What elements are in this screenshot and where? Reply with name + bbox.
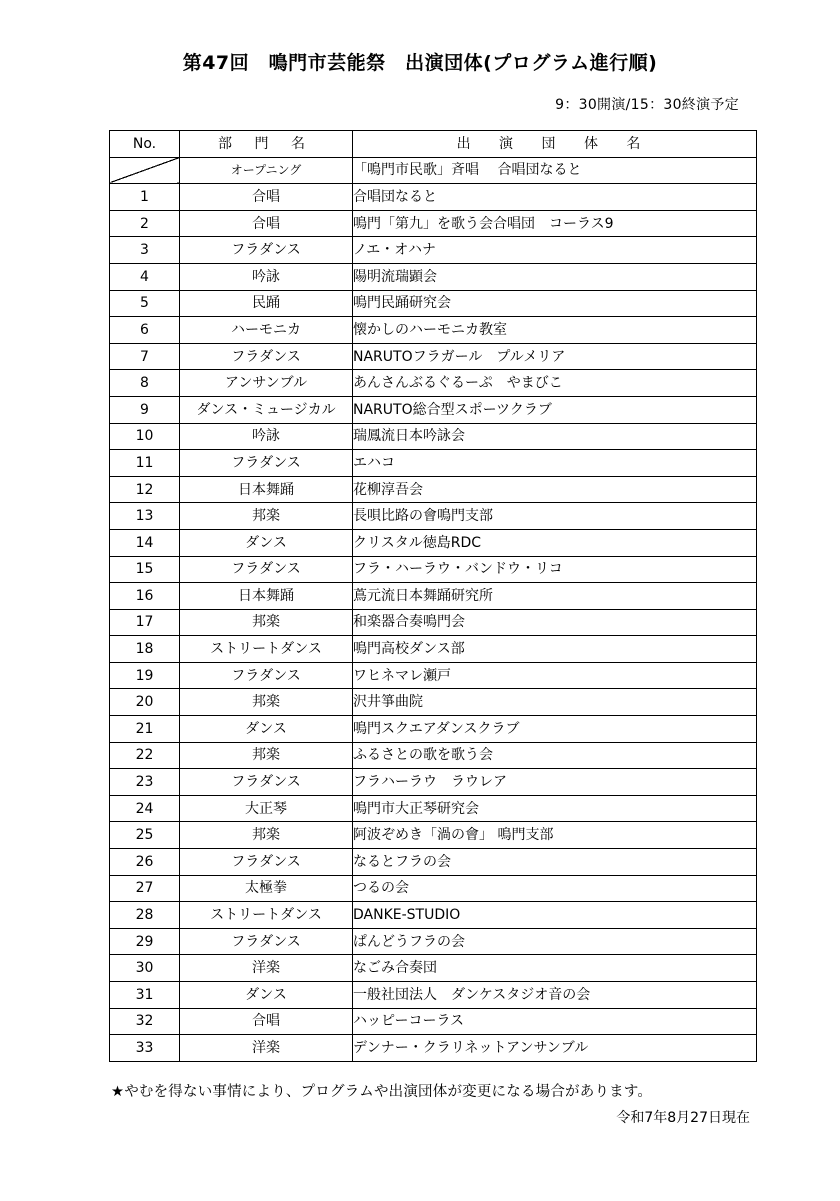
opening-no-diagonal	[110, 157, 180, 184]
row-group-name: フラ・ハーラウ・バンドウ・リコ	[353, 556, 757, 583]
row-group-name: 花柳淳吾会	[353, 476, 757, 503]
row-number: 25	[110, 822, 180, 849]
table-row	[110, 343, 757, 370]
row-group-name: なごみ合奏団	[353, 955, 757, 982]
table-row	[110, 609, 757, 636]
row-category: フラダンス	[180, 849, 353, 876]
row-group-name: ハッピーコーラス	[353, 1008, 757, 1035]
row-number: 22	[110, 742, 180, 769]
row-category: 邦楽	[180, 689, 353, 716]
table-row	[110, 370, 757, 397]
row-category: ダンス	[180, 716, 353, 743]
row-group-name: ノエ・オハナ	[353, 237, 757, 264]
table-row	[110, 716, 757, 743]
row-number: 4	[110, 263, 180, 290]
row-category: 吟詠	[180, 423, 353, 450]
row-category: 邦楽	[180, 742, 353, 769]
row-number: 11	[110, 450, 180, 477]
row-group-name: つるの会	[353, 875, 757, 902]
row-group-name: NARUTO総合型スポーツクラブ	[353, 396, 757, 423]
row-category: ダンス	[180, 982, 353, 1009]
table-row	[110, 769, 757, 796]
table-row	[110, 689, 757, 716]
row-number: 32	[110, 1008, 180, 1035]
row-number: 21	[110, 716, 180, 743]
table-row	[110, 476, 757, 503]
row-number: 13	[110, 503, 180, 530]
row-group-name: 鳴門高校ダンス部	[353, 636, 757, 663]
row-group-name: 瑞鳳流日本吟詠会	[353, 423, 757, 450]
row-group-name: 陽明流瑞顕会	[353, 263, 757, 290]
row-category: フラダンス	[180, 769, 353, 796]
table-row	[110, 849, 757, 876]
row-number: 17	[110, 609, 180, 636]
table-row	[110, 237, 757, 264]
program-table	[109, 130, 757, 1062]
table-row	[110, 795, 757, 822]
row-number: 23	[110, 769, 180, 796]
row-group-name: 合唱団なると	[353, 184, 757, 211]
row-number: 14	[110, 529, 180, 556]
row-group-name: 鳴門民踊研究会	[353, 290, 757, 317]
table-row	[110, 184, 757, 211]
row-group-name: NARUTOフラガール プルメリア	[353, 343, 757, 370]
row-group-name: ふるさとの歌を歌う会	[353, 742, 757, 769]
row-number: 28	[110, 902, 180, 929]
table-row	[110, 982, 757, 1009]
row-number: 8	[110, 370, 180, 397]
row-number: 18	[110, 636, 180, 663]
row-category: フラダンス	[180, 556, 353, 583]
row-category: 合唱	[180, 184, 353, 211]
row-number: 33	[110, 1035, 180, 1062]
table-row	[110, 529, 757, 556]
row-group-name: 阿波ぞめき「渦の會」 鳴門支部	[353, 822, 757, 849]
opening-group: 「鳴門市民歌」斉唱 合唱団なると	[353, 157, 757, 184]
row-group-name: ワヒネマレ瀬戸	[353, 662, 757, 689]
row-number: 12	[110, 476, 180, 503]
row-number: 16	[110, 583, 180, 610]
row-group-name: 蔦元流日本舞踊研究所	[353, 583, 757, 610]
row-category: 吟詠	[180, 263, 353, 290]
row-group-name: DANKE-STUDIO	[353, 902, 757, 929]
row-category: フラダンス	[180, 343, 353, 370]
table-row	[110, 928, 757, 955]
row-category: フラダンス	[180, 662, 353, 689]
row-number: 15	[110, 556, 180, 583]
row-category: 邦楽	[180, 503, 353, 530]
header-group: 出 演 団 体 名	[353, 131, 757, 158]
row-group-name: なるとフラの会	[353, 849, 757, 876]
row-number: 6	[110, 317, 180, 344]
row-number: 2	[110, 210, 180, 237]
row-number: 27	[110, 875, 180, 902]
row-number: 24	[110, 795, 180, 822]
table-row	[110, 503, 757, 530]
row-group-name: 一般社団法人 ダンケスタジオ音の会	[353, 982, 757, 1009]
row-category: ストリートダンス	[180, 636, 353, 663]
row-group-name: 鳴門市大正琴研究会	[353, 795, 757, 822]
row-number: 19	[110, 662, 180, 689]
row-category: 日本舞踊	[180, 476, 353, 503]
table-row	[110, 210, 757, 237]
table-row	[110, 636, 757, 663]
table-row	[110, 450, 757, 477]
table-row	[110, 875, 757, 902]
row-number: 20	[110, 689, 180, 716]
table-header-row	[110, 131, 757, 158]
row-group-name: エハコ	[353, 450, 757, 477]
table-row	[110, 423, 757, 450]
row-number: 10	[110, 423, 180, 450]
row-number: 29	[110, 928, 180, 955]
row-category: ダンス	[180, 529, 353, 556]
row-category: 合唱	[180, 1008, 353, 1035]
table-row	[110, 317, 757, 344]
schedule-time: 9：30開演/15：30終演予定	[555, 97, 739, 113]
row-category: フラダンス	[180, 237, 353, 264]
opening-category: オープニング	[180, 157, 353, 184]
row-category: 邦楽	[180, 822, 353, 849]
row-number: 5	[110, 290, 180, 317]
row-category: 日本舞踊	[180, 583, 353, 610]
row-number: 30	[110, 955, 180, 982]
row-group-name: 鳴門「第九」を歌う会合唱団 コーラス9	[353, 210, 757, 237]
row-number: 31	[110, 982, 180, 1009]
row-category: ストリートダンス	[180, 902, 353, 929]
row-group-name: 沢井箏曲院	[353, 689, 757, 716]
header-category: 部 門 名	[180, 131, 353, 158]
row-group-name: あんさんぶるぐるーぷ やまびこ	[353, 370, 757, 397]
row-category: アンサンブル	[180, 370, 353, 397]
row-group-name: 鳴門スクエアダンスクラブ	[353, 716, 757, 743]
row-number: 26	[110, 849, 180, 876]
row-group-name: 和楽器合奏鳴門会	[353, 609, 757, 636]
notice-text: ★やむを得ない事情により、プログラムや出演団体が変更になる場合があります。	[111, 1084, 653, 1100]
table-row	[110, 396, 757, 423]
row-group-name: 長唄比路の會鳴門支部	[353, 503, 757, 530]
row-category: フラダンス	[180, 928, 353, 955]
opening-row	[110, 157, 757, 184]
as-of-date: 令和7年8月27日現在	[616, 1110, 750, 1126]
row-category: 合唱	[180, 210, 353, 237]
row-category: 洋楽	[180, 1035, 353, 1062]
table-row	[110, 583, 757, 610]
header-no: No.	[110, 131, 180, 158]
row-group-name: フラハーラウ ラウレア	[353, 769, 757, 796]
page-title: 第47回 鳴門市芸能祭 出演団体(プログラム進行順)	[182, 52, 658, 74]
row-category: 民踊	[180, 290, 353, 317]
table-row	[110, 742, 757, 769]
row-number: 9	[110, 396, 180, 423]
row-group-name: クリスタル徳島RDC	[353, 529, 757, 556]
row-category: ダンス・ミュージカル	[180, 396, 353, 423]
row-group-name: 懐かしのハーモニカ教室	[353, 317, 757, 344]
row-category: 大正琴	[180, 795, 353, 822]
table-row	[110, 1035, 757, 1062]
row-category: 邦楽	[180, 609, 353, 636]
row-number: 3	[110, 237, 180, 264]
table-row	[110, 662, 757, 689]
table-row	[110, 902, 757, 929]
row-number: 7	[110, 343, 180, 370]
row-category: 太極拳	[180, 875, 353, 902]
row-category: ハーモニカ	[180, 317, 353, 344]
row-category: 洋楽	[180, 955, 353, 982]
table-row	[110, 822, 757, 849]
table-row	[110, 1008, 757, 1035]
table-row	[110, 556, 757, 583]
table-row	[110, 263, 757, 290]
row-number: 1	[110, 184, 180, 211]
table-row	[110, 955, 757, 982]
row-group-name: デンナー・クラリネットアンサンブル	[353, 1035, 757, 1062]
row-category: フラダンス	[180, 450, 353, 477]
table-row	[110, 290, 757, 317]
row-group-name: ぱんどうフラの会	[353, 928, 757, 955]
